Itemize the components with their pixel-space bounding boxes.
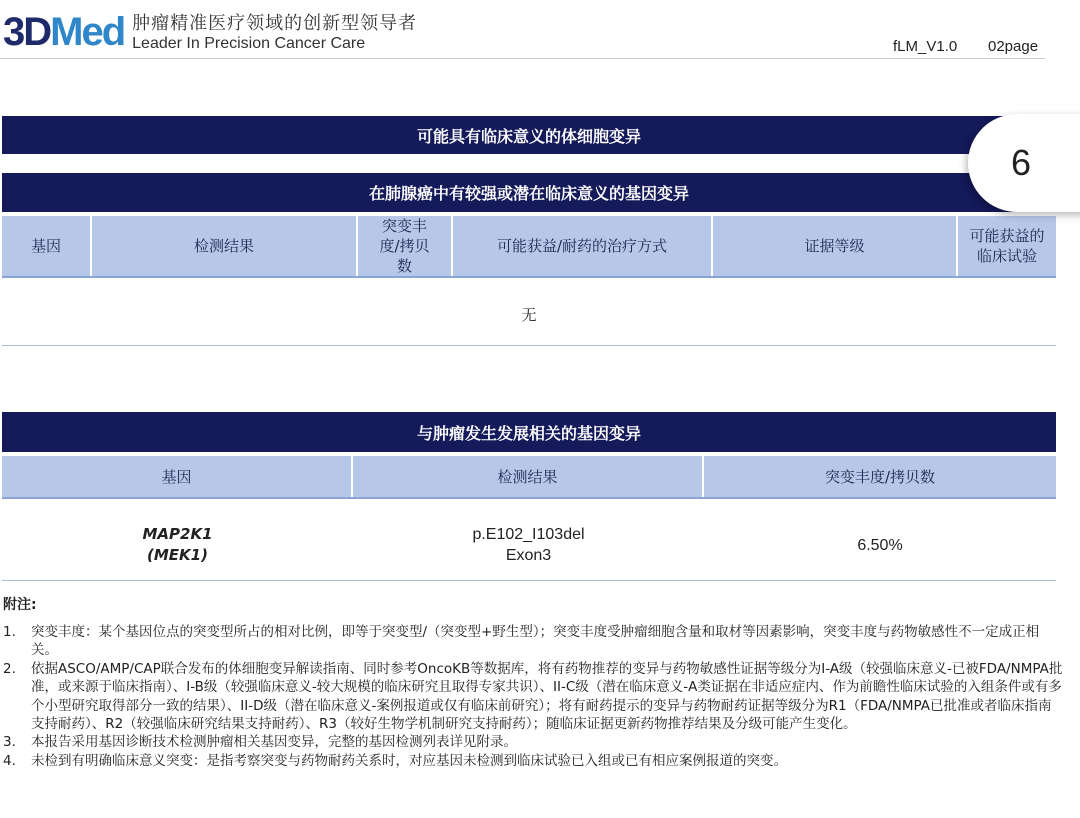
tumor-table-header [2, 456, 1056, 499]
note-text: 依据ASCO/AMP/CAP联合发布的体细胞变异解读指南、同时参考OncoKB等数据库，将有药物推荐的变异与药物敏感性证据等级分为I-A级（较强临床意义-已被FDA/NMPA批准，或来源于临床指南）、I-B级（较强临床意义-较大规模的临床研究且取得专家共识）、II-C级（潜在临床意义-A类证据在非适应症内、作为前瞻性临床试验的入组条件或有多个小型研究取得部分一致的结果）、II-D级（潜在临床意义-案例报道或仅有临床前研究）；将有耐药提示的变异与药物耐药证据等级分为R1（FDA/NMPA已批准或者临床指南支持耐药）、R2（较强临床研究结果支持耐药）、R3（较好生物学机制研究支持耐药）；随临床证据更新药物推荐结果及分级可能产生变化。 [31, 660, 1063, 733]
col-abundance: 突变丰度/拷贝数 [358, 216, 453, 276]
clinical-table-header [2, 216, 1056, 278]
col-evidence-level: 证据等级 [713, 216, 958, 276]
logo-med: Med [50, 10, 125, 54]
note-text: 未检到有明确临床意义突变：是指考察突变与药物耐药关系时，对应基因未检测到临床试验已入组或已有相应案例报道的突变。 [31, 752, 787, 769]
company-logo [3, 12, 417, 54]
table-bottom-rule [2, 580, 1056, 581]
notes-title: 附注: [3, 597, 37, 613]
col-gene: 基因 [2, 216, 92, 276]
page-number: 02page [988, 38, 1039, 55]
col-abundance: 突变丰度/拷贝数 [824, 467, 936, 486]
notes-list [3, 623, 1063, 770]
no-variants-text: 无 [521, 306, 537, 324]
table-row [2, 520, 1056, 570]
result-cell [353, 520, 704, 570]
mutation-exon: Exon3 [505, 547, 552, 564]
slogan-cn: 肿瘤精准医疗领域的创新型领导者 [132, 13, 418, 34]
gene-cell [2, 520, 353, 570]
abundance-cell [704, 520, 1056, 570]
mutation-abundance: 6.50% [857, 536, 903, 554]
note-number: 1. [3, 624, 16, 640]
mutation-result: p.E102_I103del [472, 526, 585, 543]
section-somatic-variants-title: 可能具有临床意义的体细胞变异 [2, 116, 1056, 154]
col-gene: 基因 [2, 456, 353, 497]
col-result: 检测结果 [353, 456, 704, 497]
logo-3d: 3D [3, 10, 51, 54]
table-bottom-rule [2, 345, 1056, 346]
note-item [3, 660, 1063, 734]
logo-mark [3, 12, 124, 52]
gene-alias: (MEK1) [147, 546, 208, 564]
note-text: 本报告采用基因诊断技术检测肿瘤相关基因变异，完整的基因检测列表详见附录。 [31, 734, 517, 751]
section-tumor-related-title: 与肿瘤发生发展相关的基因变异 [2, 412, 1056, 452]
col-therapy: 可能获益/耐药的治疗方式 [453, 216, 713, 276]
logo-text [132, 14, 417, 54]
col-clinical-trials: 可能获益的临床试验 [969, 227, 1045, 265]
col-result: 检测结果 [92, 216, 358, 276]
note-text: 突变丰度：某个基因位点的突变型所占的相对比例，即等于突变型/（突变型+野生型）；突变丰度受肿瘤细胞含量和取材等因素影响，突变丰度与药物敏感性不一定成正相关。 [31, 624, 1040, 659]
slogan-en: Leader In Precision Cancer Care [132, 35, 366, 52]
note-item [3, 733, 1063, 751]
page-badge [968, 114, 1080, 212]
page-badge-number: 6 [1011, 142, 1032, 183]
note-number: 4. [3, 752, 16, 769]
note-number: 3. [3, 734, 16, 751]
note-number: 2. [3, 660, 16, 677]
section-clinical-significance-title: 在肺腺癌中有较强或潜在临床意义的基因变异 [2, 173, 1056, 212]
document-version: fLM_V1.0 [893, 38, 958, 55]
note-item [3, 752, 1063, 770]
note-item [3, 623, 1063, 660]
gene-name: MAP2K1 [142, 525, 213, 543]
header-divider [0, 58, 1045, 59]
